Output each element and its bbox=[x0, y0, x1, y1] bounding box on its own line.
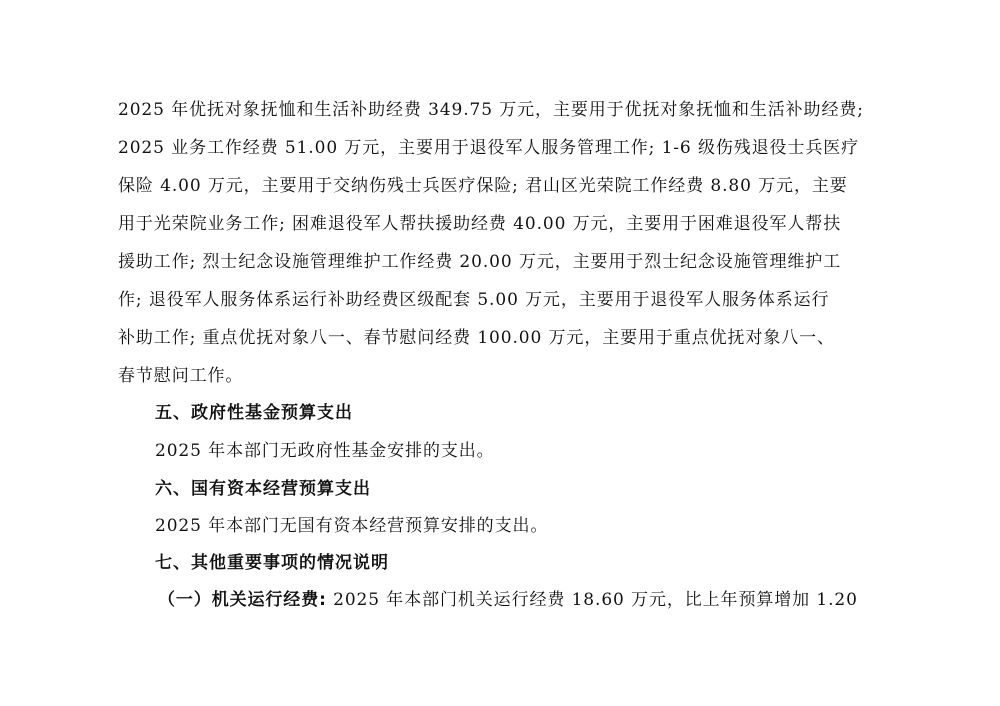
paragraph-line-7: 补助工作; 重点优抚对象八一、春节慰问经费 100.00 万元，主要用于重点优抚对象八一、 bbox=[118, 328, 835, 348]
section5-heading: 五、政府性基金预算支出 bbox=[155, 403, 353, 423]
paragraph-line-2: 2025 业务工作经费 51.00 万元，主要用于退役军人服务管理工作; 1-6 级伤残退役士兵医疗 bbox=[118, 138, 860, 158]
paragraph-line-3: 保险 4.00 万元，主要用于交纳伤残士兵医疗保险; 君山区光荣院工作经费 8.80 万元，主要 bbox=[118, 176, 848, 196]
section5-text: 2025 年本部门无政府性基金安排的支出。 bbox=[155, 441, 495, 461]
section7-item1-text: 2025 年本部门机关运行经费 18.60 万元，比上年预算增加 1.20 bbox=[326, 590, 858, 610]
section6-text: 2025 年本部门无国有资本经营预算安排的支出。 bbox=[155, 516, 549, 536]
paragraph-line-1: 2025 年优抚对象抚恤和生活补助经费 349.75 万元，主要用于优抚对象抚恤和生活补助经费; bbox=[118, 100, 864, 120]
section7-heading: 七、其他重要事项的情况说明 bbox=[155, 553, 389, 573]
paragraph-line-5: 援助工作; 烈士纪念设施管理维护工作经费 20.00 万元，主要用于烈士纪念设施管理维护工 bbox=[118, 252, 842, 272]
section7-item1-lead: （一）机关运行经费: bbox=[158, 590, 327, 610]
paragraph-line-8: 春节慰问工作。 bbox=[118, 366, 244, 386]
paragraph-line-6: 作; 退役军人服务体系运行补助经费区级配套 5.00 万元，主要用于退役军人服务体系运行 bbox=[118, 290, 830, 310]
section7-item1 bbox=[158, 589, 858, 611]
paragraph-line-4: 用于光荣院业务工作; 困难退役军人帮扶援助经费 40.00 万元，主要用于困难退役军人帮扶 bbox=[118, 214, 842, 234]
section6-heading: 六、国有资本经营预算支出 bbox=[155, 479, 371, 499]
